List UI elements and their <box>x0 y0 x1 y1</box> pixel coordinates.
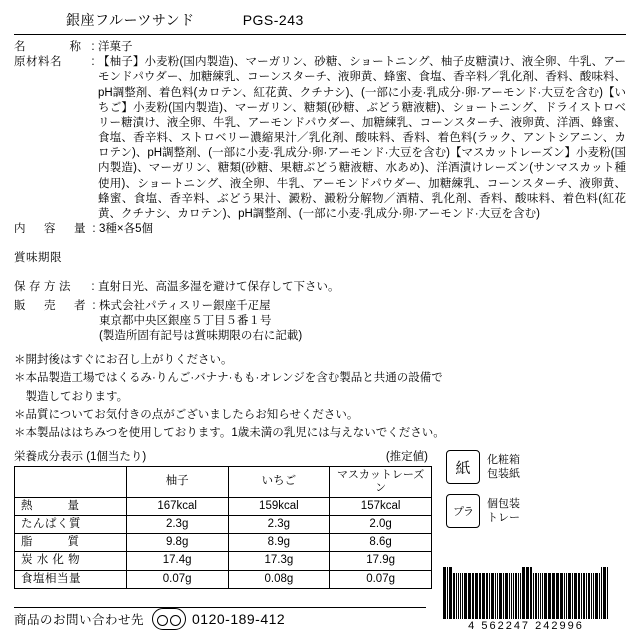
table-header-row <box>15 467 432 497</box>
nutrition-cell-2-2: 8.6g <box>330 534 432 552</box>
plastic-mark-line1: 個包装 <box>487 498 520 511</box>
spec-label-name: 名 称 <box>14 41 88 53</box>
table-row <box>15 534 432 552</box>
seller-company: 株式会社パティスリー銀座千疋屋 <box>99 299 271 312</box>
nutrition-cell-4-0: 0.07g <box>126 570 228 588</box>
spec-row-content <box>14 222 626 237</box>
nutrition-cell-0-2: 157kcal <box>330 497 432 515</box>
spec-colon-ingredients: : <box>91 56 95 69</box>
barcode-number: 4 562247 242996 <box>468 620 584 632</box>
note-line-4: ＊品質についてお気付きの点がございましたらお知らせください。 <box>14 408 359 421</box>
spec-row-seller <box>14 299 626 345</box>
seller-note: (製造所固有記号は賞味期限の右に記載) <box>99 329 303 342</box>
nutrition-cell-1-1: 2.3g <box>228 515 330 533</box>
spec-value-storage: 直射日光、高温多湿を避けて保存して下さい。 <box>98 281 340 294</box>
nutrition-estimate: (推定値) <box>385 451 428 464</box>
spec-colon-seller: : <box>92 299 96 312</box>
spec-colon-content: : <box>92 223 96 236</box>
spec-row-storage <box>14 280 626 295</box>
plastic-recycle-icon: プラ <box>446 494 480 528</box>
nutrition-cell-4-1: 0.08g <box>228 570 330 588</box>
product-name: 銀座フルーツサンド <box>66 12 195 28</box>
label-header <box>14 10 626 35</box>
paper-recycle-icon: 紙 <box>446 450 480 484</box>
table-row <box>15 497 432 515</box>
nutrition-title: 栄養成分表示 (1個当たり) <box>14 451 147 464</box>
seller-address: 東京都中央区銀座５丁目５番１号 <box>99 314 272 327</box>
nutrition-cell-2-1: 8.9g <box>228 534 330 552</box>
nutrition-row-label-3: 炭 水 化 物 <box>15 552 127 570</box>
barcode <box>426 567 626 632</box>
paper-mark-line1: 化粧箱 <box>487 454 520 467</box>
nutrition-col-0 <box>15 467 127 497</box>
nutrition-cell-3-2: 17.9g <box>330 552 432 570</box>
spec-label-seller: 販 売 者 <box>14 299 89 312</box>
spec-row-name <box>14 40 626 55</box>
plastic-mark-line2: トレー <box>487 512 520 525</box>
nutrition-cell-1-0: 2.3g <box>126 515 228 533</box>
nutrition-cell-0-1: 159kcal <box>228 497 330 515</box>
nutrition-cell-0-0: 167kcal <box>126 497 228 515</box>
nutrition-col-2: いちご <box>228 467 330 497</box>
note-line-2: ＊本品製造工場ではくるみ·りんご·バナナ·もも·オレンジを含む製品と共通の設備で <box>14 372 443 385</box>
spec-colon-bestbefore <box>88 251 98 266</box>
nutrition-cell-3-0: 17.4g <box>126 552 228 570</box>
spec-label-storage: 保存方法 <box>14 281 74 294</box>
spec-value-content: 3種×各5個 <box>99 223 154 236</box>
nutrition-col-1: 柚子 <box>126 467 228 497</box>
spec-value-name: 洋菓子 <box>98 41 133 53</box>
label-footer <box>14 567 626 632</box>
spec-value-ingredients: 【柚子】小麦粉(国内製造)、マーガリン、砂糖、ショートニング、柚子皮糖漬け、液全卵、牛乳、アーモンドパウダー、加糖練乳、コーンスターチ、液卵黄、蜂蜜、食塩、香辛料／乳化剤、香料、酸味料、pH調整剤、着色料(カロテン、紅花黄、クチナシ)、(一部に小麦·乳成分·卵·アーモンド·大豆を含む)【いちご】小麦粉(国内製造)、マーガリン、糖類(砂糖、ぶどう糖液糖)、ショートニング、ドライストロベリー糖漬け、液全卵、牛乳、アーモンドパウダー、加糖練乳、コーンスターチ、液卵黄、洋酒、蜂蜜、食塩、香辛料、ストロベリー濃縮果汁／乳化剤、酸味料、香料、着色料(ラック、アントシアニン、カロテン)、pH調整剤、(一部に小麦·乳成分·卵·アーモンド·大豆を含む)【マスカットレーズン】小麦粉(国内製造)、マーガリン、糖類(砂糖、果糖ぶどう糖液糖、水あめ)、洋酒漬けレーズン(サンマスカット種使用)、ショートニング、液全卵、牛乳、アーモンドパウダー、加糖練乳、コーンスターチ、液卵黄、蜂蜜、食塩、香辛料、ぶどう果汁、澱粉、澱粉分解物／酒精、乳化剤、香料、酸味料、着色料(紅花黄、クチナシ、カロテン)、pH調整剤、(一部に小麦·乳成分·卵·アーモンド·大豆を含む) <box>98 56 626 220</box>
table-row <box>15 515 432 533</box>
spec-colon-name: : <box>91 41 95 53</box>
contact-label: 商品のお問い合わせ先 <box>14 613 145 627</box>
paper-mark-line2: 包装紙 <box>487 468 520 481</box>
notes-block <box>14 352 626 442</box>
spec-value-bestbefore <box>98 251 626 266</box>
note-line-1: ＊開封後はすぐにお召し上がりください。 <box>14 354 233 367</box>
nutrition-cell-1-2: 2.0g <box>330 515 432 533</box>
nutrition-row-label-1: たんぱく質 <box>15 515 127 533</box>
spec-colon-storage: : <box>91 281 95 294</box>
recycle-mark-paper <box>446 450 626 484</box>
spec-label-content: 内 容 量 <box>14 223 89 236</box>
spec-label-ingredients: 原材料名 <box>14 56 62 69</box>
spec-label-bestbefore: 賞味期限 <box>14 252 62 265</box>
nutrition-cell-2-0: 9.8g <box>126 534 228 552</box>
nutrition-cell-3-1: 17.3g <box>228 552 330 570</box>
spec-row-bestbefore <box>14 251 626 266</box>
barcode-bars <box>426 567 626 619</box>
nutrition-col-3: マスカットレーズン <box>330 467 432 497</box>
nutrition-cell-4-2: 0.07g <box>330 570 432 588</box>
nutrition-row-label-2: 脂 質 <box>15 534 127 552</box>
nutrition-row-label-4: 食塩相当量 <box>15 570 127 588</box>
note-line-5: ＊本製品ははちみつを使用しております。1歳未満の乳児には与えないでください。 <box>14 427 445 440</box>
telephone-icon <box>152 608 186 630</box>
nutrition-row-label-0: 熱 量 <box>15 497 127 515</box>
note-line-3: 製造しております。 <box>14 390 129 403</box>
contact-phone[interactable]: 0120-189-412 <box>192 611 286 627</box>
recycle-mark-plastic <box>446 494 626 528</box>
product-code: PGS-243 <box>242 12 304 28</box>
spec-row-ingredients <box>14 55 626 222</box>
